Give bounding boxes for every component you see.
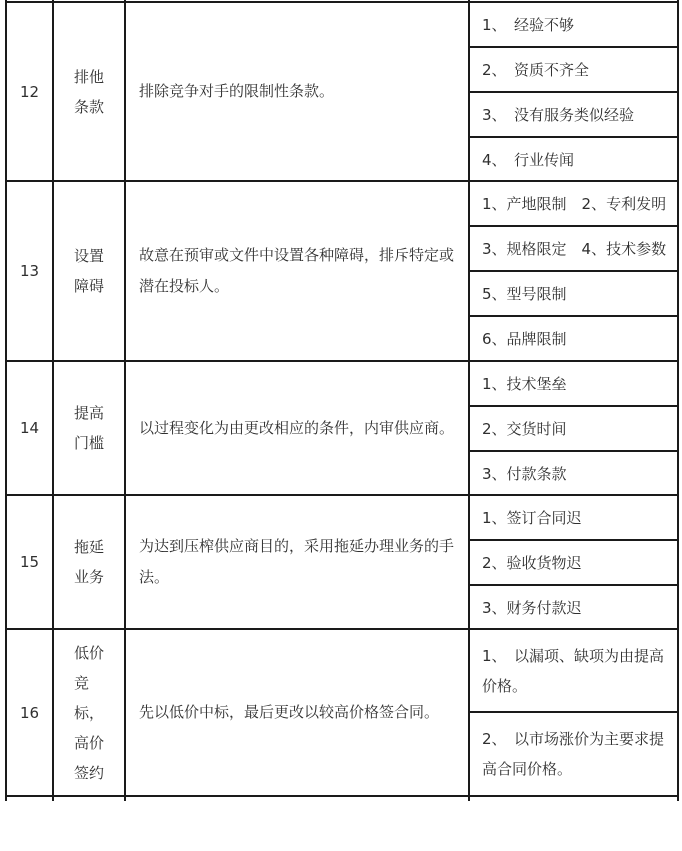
row-number-cell: 14	[6, 361, 53, 495]
category-line: 高价	[74, 733, 105, 752]
procurement-risk-table	[5, 0, 679, 801]
description-cell: 排除竞争对手的限制性条款。	[125, 2, 469, 181]
description-cell: 故意在预审或文件中设置各种障碍，排斥特定或潜在投标人。	[125, 181, 469, 361]
description-cell: 先以低价中标，最后更改以较高价格签合同。	[125, 629, 469, 796]
category-cell	[53, 495, 125, 629]
cut-off-row-cell	[125, 796, 469, 801]
sub-item-cell: 1、 以漏项、缺项为由提高价格。	[469, 629, 678, 712]
sub-item-cell: 2、 以市场涨价为主要求提高合同价格。	[469, 712, 678, 796]
category-line: 拖延	[74, 538, 105, 556]
sub-item-cell: 1、产地限制 2、专利发明	[469, 181, 678, 226]
sub-item-cell: 5、型号限制	[469, 271, 678, 316]
sub-item-cell: 1、签订合同迟	[469, 495, 678, 540]
row-number-cell: 15	[6, 495, 53, 629]
category-cell	[53, 181, 125, 361]
cut-off-row-cell	[469, 796, 678, 801]
table-row	[6, 361, 678, 406]
table-row	[6, 2, 678, 47]
category-cell	[53, 629, 125, 796]
sub-item-cell: 6、品牌限制	[469, 316, 678, 361]
sub-item-cell: 3、 没有服务类似经验	[469, 92, 678, 137]
category-line: 门槛	[74, 434, 105, 452]
category-line: 低价	[74, 643, 105, 662]
category-line: 提高	[74, 404, 105, 422]
row-number-cell: 13	[6, 181, 53, 361]
cut-off-row-cell	[6, 796, 53, 801]
category-cell	[53, 361, 125, 495]
category-cell	[53, 2, 125, 181]
description-cell: 以过程变化为由更改相应的条件，内审供应商。	[125, 361, 469, 495]
sub-item-cell: 1、技术堡垒	[469, 361, 678, 406]
sub-item-cell: 1、 经验不够	[469, 2, 678, 47]
row-number-cell: 16	[6, 629, 53, 796]
sub-item-cell: 3、财务付款迟	[469, 585, 678, 629]
sub-item-cell: 4、 行业传闻	[469, 137, 678, 181]
category-line: 排他	[74, 67, 105, 86]
category-line: 签约	[74, 763, 105, 782]
cut-off-row-cell	[53, 796, 125, 801]
table-row	[6, 181, 678, 226]
sub-item-cell: 3、付款条款	[469, 451, 678, 495]
row-number-cell: 12	[6, 2, 53, 181]
sub-item-cell: 2、验收货物迟	[469, 540, 678, 585]
category-line: 标，	[74, 703, 105, 722]
description-cell: 为达到压榨供应商目的，采用拖延办理业务的手法。	[125, 495, 469, 629]
sub-item-cell: 3、规格限定 4、技术参数	[469, 226, 678, 271]
category-line: 竞	[74, 673, 90, 692]
table-row	[6, 629, 678, 712]
sub-item-cell: 2、 资质不齐全	[469, 47, 678, 92]
category-line: 障碍	[74, 277, 105, 295]
category-line: 设置	[74, 247, 105, 265]
category-line: 业务	[74, 568, 105, 586]
sub-item-cell: 2、交货时间	[469, 406, 678, 451]
table-row	[6, 495, 678, 540]
category-line: 条款	[74, 97, 105, 116]
